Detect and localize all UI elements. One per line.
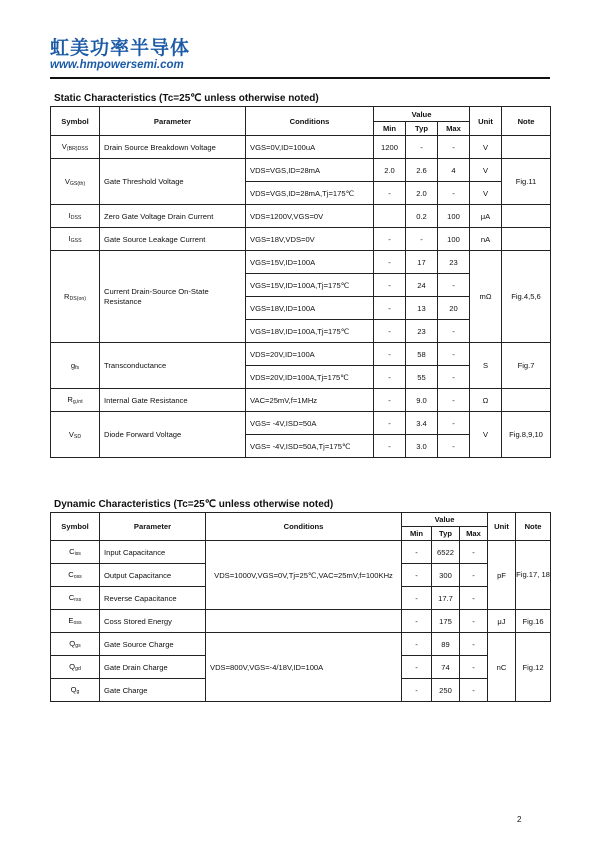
note-cell: Fig.17, 18: [516, 541, 551, 610]
symbol-cell: $g_{fs}$: [51, 343, 100, 389]
min-cell: [374, 205, 406, 228]
note-cell: Fig.16: [516, 610, 551, 633]
max-cell: -: [438, 274, 470, 297]
col-header-note: Note: [516, 513, 551, 541]
symbol-cell: $E_{oss}$: [51, 610, 100, 633]
parameter-cell: Gate Drain Charge: [100, 656, 206, 679]
typ-cell: -: [406, 228, 438, 251]
typ-cell: -: [406, 136, 438, 159]
parameter-cell: Drain Source Breakdown Voltage: [100, 136, 246, 159]
table-row: [51, 251, 551, 274]
min-cell: -: [402, 564, 432, 587]
min-cell: -: [374, 228, 406, 251]
min-cell: -: [374, 297, 406, 320]
parameter-cell: Input Capacitance: [100, 541, 206, 564]
parameter-cell: Gate Source Charge: [100, 633, 206, 656]
note-cell: [502, 389, 551, 412]
table-row: [51, 389, 551, 412]
static-section-title: Static Characteristics (Tc=25℃ unless otherwise noted): [54, 93, 319, 104]
unit-cell: μA: [470, 205, 502, 228]
symbol-cell: $V_{SD}$: [51, 412, 100, 458]
min-cell: 1200: [374, 136, 406, 159]
table-row: [51, 610, 551, 633]
dynamic-section-title: Dynamic Characteristics (Tc=25℃ unless otherwise noted): [54, 499, 334, 510]
symbol-cell: $V_{(BR)DSS}$: [51, 136, 100, 159]
note-cell: Fig.8,9,10: [502, 412, 551, 458]
typ-cell: 3.0: [406, 435, 438, 458]
col-header-symbol: Symbol: [51, 107, 100, 136]
min-cell: 2.0: [374, 159, 406, 182]
conditions-cell: VDS=VGS,ID=28mA,Tj=175℃: [246, 182, 374, 205]
col-header-typ: Typ: [432, 527, 460, 541]
unit-cell: V: [470, 182, 502, 205]
min-cell: -: [374, 182, 406, 205]
unit-cell: V: [470, 412, 502, 458]
table-row: [51, 343, 551, 366]
typ-cell: 0.2: [406, 205, 438, 228]
company-logo: [50, 37, 190, 72]
conditions-cell: VGS=15V,ID=100A: [246, 251, 374, 274]
conditions-cell: VGS=0V,ID=100uA: [246, 136, 374, 159]
typ-cell: 6522: [432, 541, 460, 564]
symbol-cell: $R_{DS(on)}$: [51, 251, 100, 343]
unit-cell: nA: [470, 228, 502, 251]
max-cell: -: [438, 182, 470, 205]
min-cell: -: [374, 435, 406, 458]
min-cell: -: [374, 320, 406, 343]
typ-cell: 2.6: [406, 159, 438, 182]
min-cell: -: [402, 541, 432, 564]
parameter-cell: Transconductance: [100, 343, 246, 389]
max-cell: -: [460, 679, 488, 702]
max-cell: -: [438, 320, 470, 343]
parameter-cell: Zero Gate Voltage Drain Current: [100, 205, 246, 228]
conditions-cell: VGS=18V,ID=100A: [246, 297, 374, 320]
col-header-min: Min: [402, 527, 432, 541]
parameter-cell: Internal Gate Resistance: [100, 389, 246, 412]
col-header-value: Value: [402, 513, 488, 527]
conditions-cell: VAC=25mV,f=1MHz: [246, 389, 374, 412]
min-cell: -: [374, 366, 406, 389]
max-cell: -: [438, 366, 470, 389]
parameter-cell: Gate Threshold Voltage: [100, 159, 246, 205]
conditions-cell: VGS= -4V,ISD=50A: [246, 412, 374, 435]
col-header-unit: Unit: [488, 513, 516, 541]
col-header-parameter: Parameter: [100, 513, 206, 541]
symbol-cell: $I_{DSS}$: [51, 205, 100, 228]
symbol-cell: $Q_{gs}$: [51, 633, 100, 656]
conditions-cell: VGS= -4V,ISD=50A,Tj=175℃: [246, 435, 374, 458]
typ-cell: 2.0: [406, 182, 438, 205]
unit-cell: S: [470, 343, 502, 389]
conditions-cell: VDS=800V,VGS=-4/18V,ID=100A: [206, 633, 402, 702]
max-cell: -: [438, 435, 470, 458]
header-rule: [50, 77, 550, 79]
max-cell: -: [460, 610, 488, 633]
col-header-max: Max: [460, 527, 488, 541]
symbol-cell: $I_{GSS}$: [51, 228, 100, 251]
col-header-min: Min: [374, 122, 406, 136]
typ-cell: 55: [406, 366, 438, 389]
note-cell: [502, 205, 551, 228]
typ-cell: 13: [406, 297, 438, 320]
table-row: [51, 412, 551, 435]
typ-cell: 250: [432, 679, 460, 702]
note-cell: Fig.12: [516, 633, 551, 702]
parameter-cell: Current Drain-Source On-State Resistance: [100, 251, 246, 343]
note-cell: [502, 228, 551, 251]
table-row: [51, 541, 551, 564]
typ-cell: 175: [432, 610, 460, 633]
typ-cell: 9.0: [406, 389, 438, 412]
parameter-cell: Diode Forward Voltage: [100, 412, 246, 458]
symbol-cell: $C_{rss}$: [51, 587, 100, 610]
max-cell: -: [460, 656, 488, 679]
conditions-cell: VDS=20V,ID=100A: [246, 343, 374, 366]
col-header-conditions: Conditions: [206, 513, 402, 541]
col-header-parameter: Parameter: [100, 107, 246, 136]
symbol-cell: $Q_{gd}$: [51, 656, 100, 679]
min-cell: -: [402, 679, 432, 702]
min-cell: -: [374, 343, 406, 366]
unit-cell: V: [470, 136, 502, 159]
company-website: www.hmpowersemi.com: [50, 59, 184, 71]
max-cell: 100: [438, 228, 470, 251]
conditions-cell: VGS=15V,ID=100A,Tj=175℃: [246, 274, 374, 297]
conditions-cell: VDS=VGS,ID=28mA: [246, 159, 374, 182]
conditions-cell: VDS=1000V,VGS=0V,Tj=25℃,VAC=25mV,f=100KHz: [206, 541, 402, 610]
col-header-symbol: Symbol: [51, 513, 100, 541]
typ-cell: 300: [432, 564, 460, 587]
col-header-typ: Typ: [406, 122, 438, 136]
max-cell: -: [460, 587, 488, 610]
parameter-cell: Coss Stored Energy: [100, 610, 206, 633]
parameter-cell: Output Capacitance: [100, 564, 206, 587]
symbol-cell: $Q_g$: [51, 679, 100, 702]
min-cell: -: [374, 251, 406, 274]
col-header-conditions: Conditions: [246, 107, 374, 136]
symbol-cell: $V_{GS(th)}$: [51, 159, 100, 205]
note-cell: Fig.4,5,6: [502, 251, 551, 343]
min-cell: -: [402, 656, 432, 679]
conditions-cell: VDS=1200V,VGS=0V: [246, 205, 374, 228]
min-cell: -: [402, 610, 432, 633]
page-number: 2: [517, 815, 522, 824]
static-characteristics-table: [50, 106, 551, 458]
note-cell: Fig.7: [502, 343, 551, 389]
min-cell: -: [374, 274, 406, 297]
unit-cell: mΩ: [470, 251, 502, 343]
typ-cell: 17: [406, 251, 438, 274]
max-cell: -: [438, 389, 470, 412]
typ-cell: 23: [406, 320, 438, 343]
table-row: [51, 205, 551, 228]
col-header-note: Note: [502, 107, 551, 136]
symbol-cell: $R_{g,int}$: [51, 389, 100, 412]
typ-cell: 3.4: [406, 412, 438, 435]
typ-cell: 58: [406, 343, 438, 366]
min-cell: -: [402, 633, 432, 656]
conditions-cell: VGS=18V,VDS=0V: [246, 228, 374, 251]
col-header-max: Max: [438, 122, 470, 136]
typ-cell: 24: [406, 274, 438, 297]
max-cell: -: [438, 412, 470, 435]
max-cell: 4: [438, 159, 470, 182]
parameter-cell: Gate Source Leakage Current: [100, 228, 246, 251]
typ-cell: 89: [432, 633, 460, 656]
unit-cell: V: [470, 159, 502, 182]
conditions-cell: VDS=20V,ID=100A,Tj=175℃: [246, 366, 374, 389]
col-header-unit: Unit: [470, 107, 502, 136]
note-cell: [502, 136, 551, 159]
max-cell: -: [460, 541, 488, 564]
unit-cell: pF: [488, 541, 516, 610]
max-cell: 100: [438, 205, 470, 228]
max-cell: -: [460, 564, 488, 587]
conditions-cell: [206, 610, 402, 633]
typ-cell: 17.7: [432, 587, 460, 610]
parameter-cell: Gate Charge: [100, 679, 206, 702]
dynamic-characteristics-table: [50, 512, 551, 702]
max-cell: -: [438, 136, 470, 159]
min-cell: -: [402, 587, 432, 610]
max-cell: 23: [438, 251, 470, 274]
parameter-cell: Reverse Capacitance: [100, 587, 206, 610]
max-cell: -: [438, 343, 470, 366]
company-name-cn: 虹美功率半导体: [50, 37, 191, 59]
table-row: [51, 136, 551, 159]
conditions-cell: VGS=18V,ID=100A,Tj=175℃: [246, 320, 374, 343]
typ-cell: 74: [432, 656, 460, 679]
unit-cell: nC: [488, 633, 516, 702]
min-cell: -: [374, 389, 406, 412]
symbol-cell: $C_{iss}$: [51, 541, 100, 564]
unit-cell: Ω: [470, 389, 502, 412]
table-row: [51, 159, 551, 182]
note-cell: Fig.11: [502, 159, 551, 205]
symbol-cell: $C_{oss}$: [51, 564, 100, 587]
max-cell: 20: [438, 297, 470, 320]
unit-cell: μJ: [488, 610, 516, 633]
max-cell: -: [460, 633, 488, 656]
table-row: [51, 633, 551, 656]
min-cell: -: [374, 412, 406, 435]
col-header-value: Value: [374, 107, 470, 122]
table-row: [51, 228, 551, 251]
